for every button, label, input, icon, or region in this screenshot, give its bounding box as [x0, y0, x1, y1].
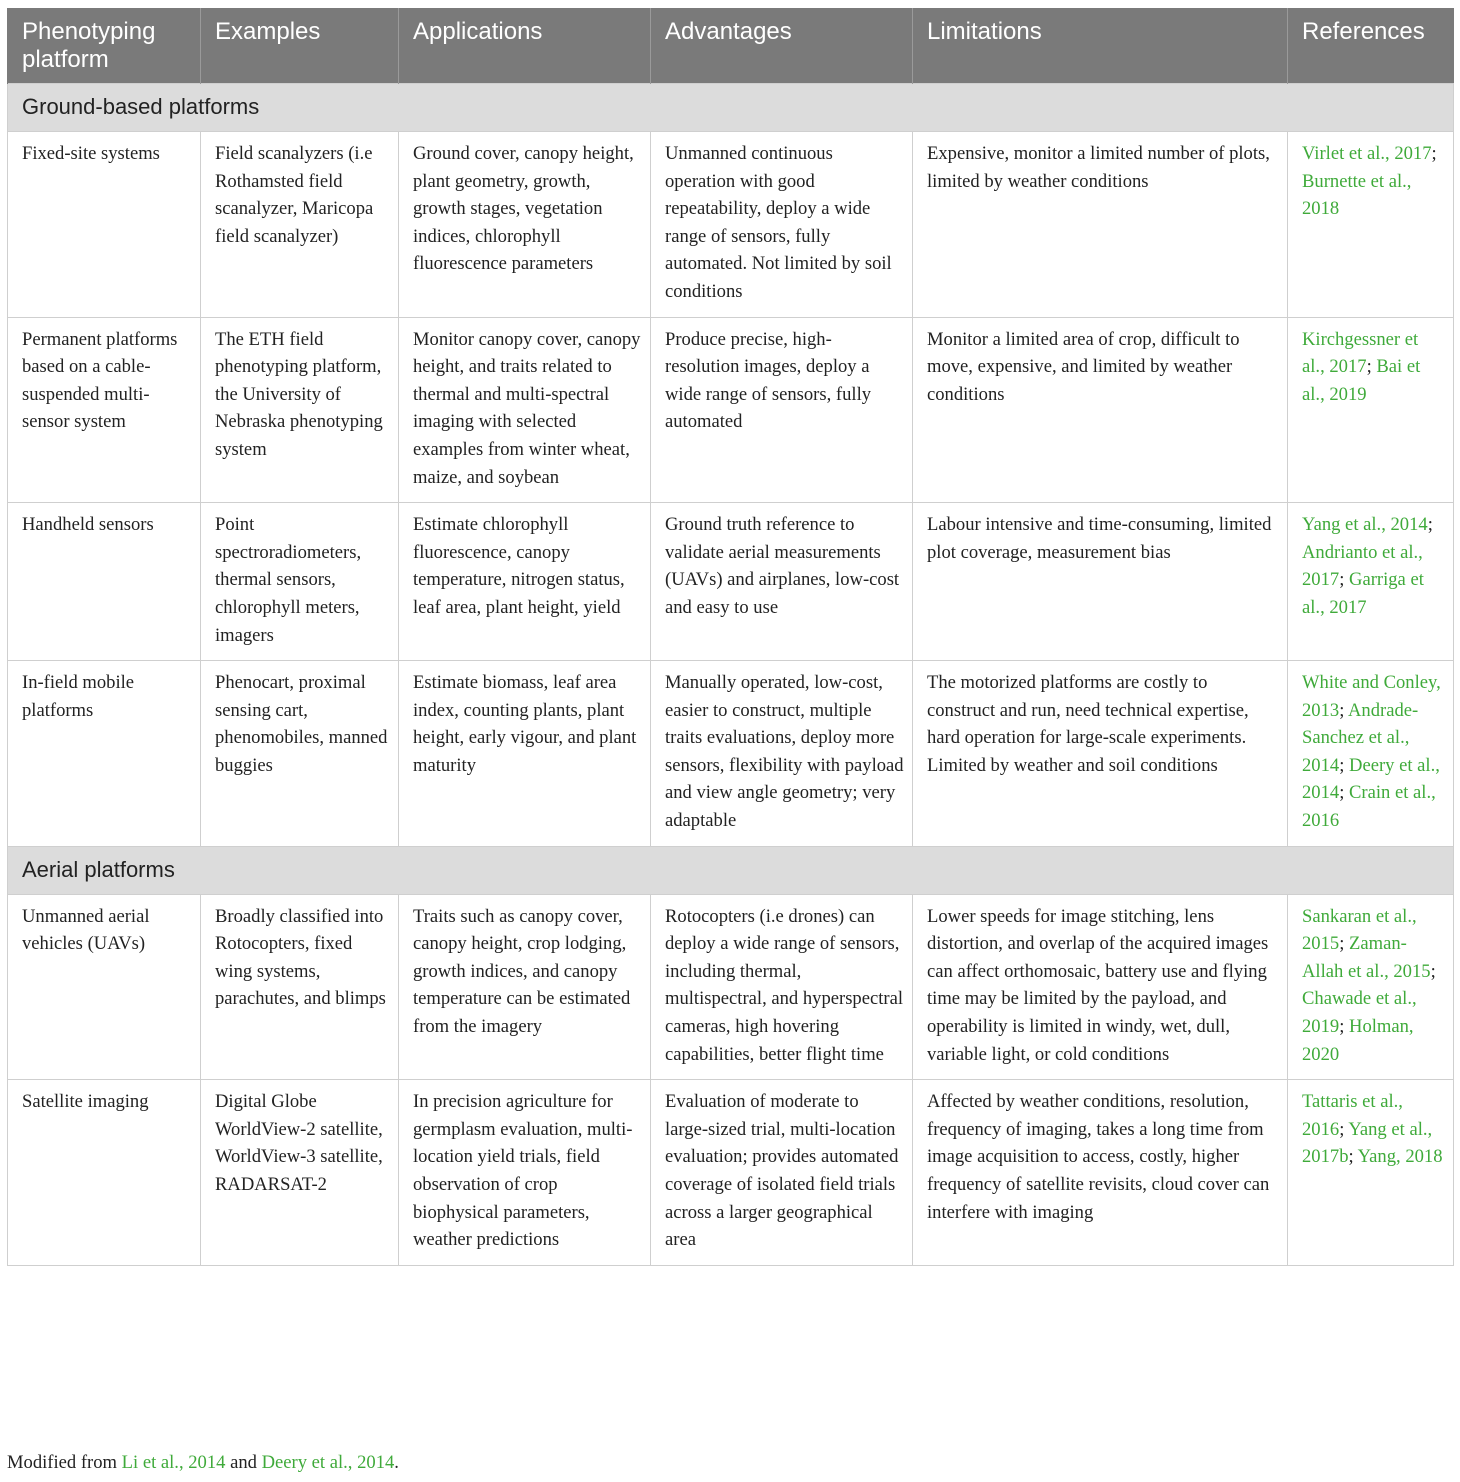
examples-cell: Broadly classified into Rotocopters, fixed wing systems, parachutes, and blimps	[201, 894, 399, 1080]
reference-link[interactable]: Garriga et al., 2017	[1302, 569, 1424, 618]
reference-link[interactable]: Yang et al., 2017b	[1302, 1118, 1433, 1168]
section-title: Ground-based platforms	[8, 84, 1454, 132]
limitations-cell: The motorized platforms are costly to construct and run, need technical expertise, hard operation for large-scale experiments. Limited by weather and soil conditions	[913, 661, 1288, 847]
limitations-cell: Lower speeds for image stitching, lens distortion, and overlap of the acquired images can affect orthomosaic, battery use and flying time may be limited by the payload, and operability is limited in windy, wet, dull, variable light, or cold conditions	[913, 894, 1288, 1080]
platform-cell: Permanent platforms based on a cable-suspended multi-sensor system	[8, 317, 201, 503]
platform-cell: In-field mobile platforms	[8, 661, 201, 847]
header-cell: References	[1288, 8, 1454, 84]
table-row	[8, 661, 1454, 847]
applications-cell: Traits such as canopy cover, canopy height, crop lodging, growth indices, and canopy temperature can be estimated from the imagery	[399, 894, 651, 1080]
reference-link[interactable]: Yang et al., 2014	[1302, 514, 1428, 536]
examples-cell: Phenocart, proximal sensing cart, phenomobiles, manned buggies	[201, 661, 399, 847]
footnote-reference-link[interactable]: Li et al., 2014	[121, 1452, 226, 1473]
reference-link[interactable]: Andrade-Sanchez et al., 2014	[1302, 699, 1419, 776]
table-row	[8, 1080, 1454, 1266]
table-container	[7, 8, 1453, 1266]
footnote-middle: and	[225, 1452, 262, 1473]
applications-cell: Monitor canopy cover, canopy height, and traits related to thermal and multi-spectral imaging with selected examples from winter wheat, maize, and soybean	[399, 317, 651, 503]
references-cell: Tattaris et al., 2016; Yang et al., 2017b; Yang, 2018	[1288, 1080, 1454, 1266]
table-footnote	[7, 1452, 399, 1474]
header-cell: Examples	[201, 8, 399, 84]
reference-link[interactable]: Andrianto et al., 2017	[1302, 541, 1423, 591]
limitations-cell: Expensive, monitor a limited number of plots, limited by weather conditions	[913, 132, 1288, 318]
header-cell: Advantages	[651, 8, 913, 84]
advantages-cell: Manually operated, low-cost, easier to construct, multiple traits evaluations, deploy more sensors, flexibility with payload and view angle geometry; very adaptable	[651, 661, 913, 847]
header-cell: Limitations	[913, 8, 1288, 84]
platform-cell: Satellite imaging	[8, 1080, 201, 1266]
reference-link[interactable]: Tattaris et al., 2016	[1302, 1091, 1403, 1140]
references-cell: Yang et al., 2014; Andrianto et al., 2017; Garriga et al., 2017	[1288, 503, 1454, 661]
limitations-cell: Labour intensive and time-consuming, limited plot coverage, measurement bias	[913, 503, 1288, 661]
table-body	[8, 84, 1454, 1266]
footnote-suffix: .	[394, 1452, 399, 1473]
section-row	[8, 84, 1454, 132]
table-row	[8, 503, 1454, 661]
reference-link[interactable]: Crain et al., 2016	[1302, 782, 1436, 832]
table-row	[8, 894, 1454, 1080]
applications-cell: Estimate chlorophyll fluorescence, canopy temperature, nitrogen status, leaf area, plant height, yield	[399, 503, 651, 661]
advantages-cell: Evaluation of moderate to large-sized trial, multi-location evaluation; provides automated coverage of isolated field trials across a larger geographical area	[651, 1080, 913, 1266]
advantages-cell: Produce precise, high-resolution images, deploy a wide range of sensors, fully automated	[651, 317, 913, 503]
reference-link[interactable]: Burnette et al., 2018	[1302, 170, 1412, 220]
reference-link[interactable]: Chawade et al., 2019	[1302, 988, 1417, 1038]
references-cell: Kirchgessner et al., 2017; Bai et al., 2019	[1288, 317, 1454, 503]
table-header	[8, 8, 1454, 84]
reference-link[interactable]: Virlet et al., 2017	[1302, 143, 1432, 164]
examples-cell: The ETH field phenotyping platform, the University of Nebraska phenotyping system	[201, 317, 399, 503]
reference-link[interactable]: Sankaran et al., 2015	[1302, 905, 1417, 955]
limitations-cell: Affected by weather conditions, resolution, frequency of imaging, takes a long time from image acquisition to access, costly, higher frequency of satellite revisits, cloud cover can interfere with imaging	[913, 1080, 1288, 1266]
section-title: Aerial platforms	[8, 846, 1454, 894]
platform-cell: Handheld sensors	[8, 503, 201, 661]
examples-cell: Point spectroradiometers, thermal sensors, chlorophyll meters, imagers	[201, 503, 399, 661]
applications-cell: Estimate biomass, leaf area index, counting plants, plant height, early vigour, and plant maturity	[399, 661, 651, 847]
footnote-prefix: Modified from	[7, 1452, 122, 1473]
reference-link[interactable]: Yang, 2018	[1357, 1146, 1443, 1168]
footnote-reference-link[interactable]: Deery et al., 2014	[261, 1452, 395, 1473]
header-cell: Phenotyping platform	[8, 8, 201, 84]
applications-cell: In precision agriculture for germplasm evaluation, multi-location yield trials, field observation of crop biophysical parameters, weather predictions	[399, 1080, 651, 1266]
reference-link[interactable]: Zaman-Allah et al., 2015	[1302, 933, 1431, 982]
advantages-cell: Rotocopters (i.e drones) can deploy a wide range of sensors, including thermal, multispectral, and hyperspectral cameras, high hovering capabilities, better flight time	[651, 894, 913, 1080]
references-cell: Sankaran et al., 2015; Zaman-Allah et al., 2015; Chawade et al., 2019; Holman, 2020	[1288, 894, 1454, 1080]
phenotyping-table	[7, 8, 1454, 1266]
advantages-cell: Ground truth reference to validate aerial measurements (UAVs) and airplanes, low-cost and easy to use	[651, 503, 913, 661]
reference-link[interactable]: Bai et al., 2019	[1302, 356, 1421, 405]
header-cell: Applications	[399, 8, 651, 84]
header-row	[8, 8, 1454, 84]
reference-link[interactable]: White and Conley, 2013	[1302, 672, 1441, 721]
section-row	[8, 846, 1454, 894]
references-cell: White and Conley, 2013; Andrade-Sanchez et al., 2014; Deery et al., 2014; Crain et al., 2016	[1288, 661, 1454, 847]
platform-cell: Fixed-site systems	[8, 132, 201, 318]
advantages-cell: Unmanned continuous operation with good repeatability, deploy a wide range of sensors, fully automated. Not limited by soil conditions	[651, 132, 913, 318]
references-cell: Virlet et al., 2017; Burnette et al., 2018	[1288, 132, 1454, 318]
limitations-cell: Monitor a limited area of crop, difficult to move, expensive, and limited by weather conditions	[913, 317, 1288, 503]
examples-cell: Field scanalyzers (i.e Rothamsted field scanalyzer, Maricopa field scanalyzer)	[201, 132, 399, 318]
platform-cell: Unmanned aerial vehicles (UAVs)	[8, 894, 201, 1080]
applications-cell: Ground cover, canopy height, plant geometry, growth, growth stages, vegetation indices, chlorophyll fluorescence parameters	[399, 132, 651, 318]
examples-cell: Digital Globe WorldView-2 satellite, WorldView-3 satellite, RADARSAT-2	[201, 1080, 399, 1266]
table-row	[8, 132, 1454, 318]
reference-link[interactable]: Kirchgessner et al., 2017	[1302, 328, 1419, 378]
table-row	[8, 317, 1454, 503]
reference-link[interactable]: Deery et al., 2014	[1302, 754, 1440, 804]
reference-link[interactable]: Holman, 2020	[1302, 1016, 1414, 1065]
